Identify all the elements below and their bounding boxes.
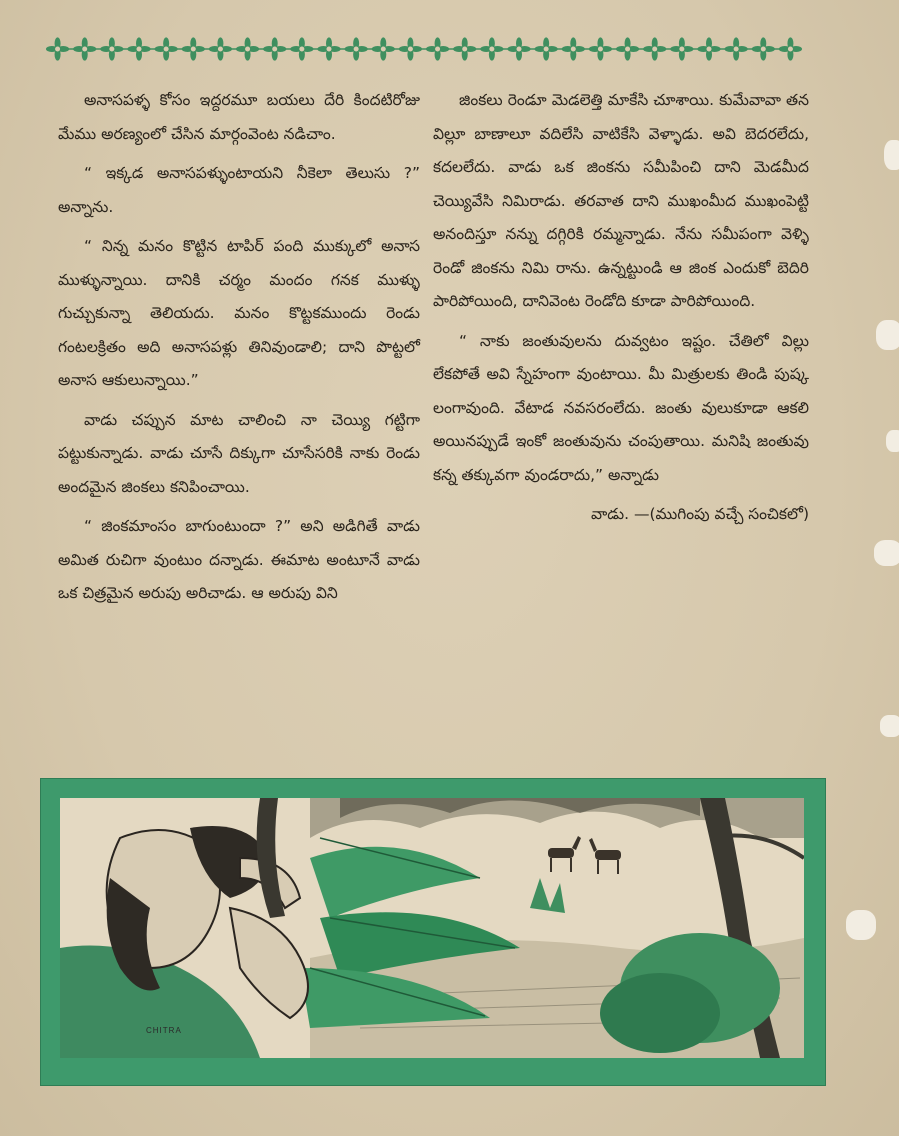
floral-border-ornament [44, 34, 804, 64]
border-motif-icon [127, 37, 158, 60]
border-motif-icon [236, 37, 267, 60]
border-motif-icon [73, 37, 104, 60]
paragraph: వాడు చప్పున మాట చాలించి నా చెయ్యి గట్టిగా పట్టుకున్నాడు. వాడు చూసే దిక్కుగా చూసేసరికి నాకు రెండు అందమైన జింకలు కనిపించాయి. [58, 410, 420, 496]
torn-edge [874, 540, 899, 566]
border-motif-icon [263, 37, 294, 60]
torn-edge [886, 430, 899, 452]
border-motif-icon [290, 37, 321, 60]
left-text-column [58, 84, 420, 617]
border-motif-icon [779, 37, 802, 60]
jungle-scene-illustration [60, 798, 804, 1058]
border-motif-icon [752, 37, 783, 60]
border-motif-icon [643, 37, 674, 60]
border-motif-icon [317, 37, 348, 60]
border-motif-icon [616, 37, 647, 60]
border-motif-icon [670, 37, 701, 60]
paragraph: జింకలు రెండూ మెడలెత్తి మాకేసి చూశాయి. కుమేవావా తన విల్లూ బాణాలూ వదిలేసి వాటికేసి వెళ్ళాడు. అవి బెదరలేదు, కదలలేదు. వాడు ఒక జింకను సమీపించి దాని మెడమీద చెయ్యివేసి నిమిరాడు. తరవాత దాని ముఖంమీద ముఖంపెట్టి అనందిస్తూ నన్ను దగ్గిరికి రమ్మన్నాడు. నేను సమీపంగా వెళ్ళి రెండో జింకను నిమి రాను. ఉన్నట్టుండి ఆ జింక ఎందుకో బెదిరి పారిపోయింది, దానివెంట రెండోది కూడా పారిపోయింది. [433, 91, 809, 310]
border-motif-icon [399, 37, 430, 60]
closing-line: వాడు. —(ముగింపు వచ్చే సంచికలో) [591, 505, 809, 523]
border-motif-icon [155, 37, 186, 60]
border-motif-icon [507, 37, 538, 60]
artist-signature: CHITRA [146, 1026, 182, 1035]
torn-edge [884, 140, 899, 170]
border-motif-icon [100, 37, 131, 60]
border-motif-icon [372, 37, 403, 60]
paragraph: “ నాకు జంతువులను దువ్వటం ఇష్టం. చేతిలో విల్లు లేకపోతే అవి స్నేహంగా వుంటాయి. మీ మిత్రులకు తిండి పుష్క లంగావుంది. వేటాడ నవసరంలేదు. జంతు వులుకూడా ఆకలి అయినప్పుడే ఇంకో జంతువును చంపుతాయి. మనిషి జంతువు కన్న తక్కువగా వుండరాదు,” అన్నాడు [433, 331, 809, 484]
torn-edge [876, 320, 899, 350]
border-motif-icon [697, 37, 728, 60]
border-motif-icon [725, 37, 756, 60]
border-motif-icon [426, 37, 457, 60]
border-motif-icon [562, 37, 593, 60]
paragraph: “ జింకమాంసం బాగుంటుందా ?” అని అడిగితే వాడు అమిత రుచిగా వుంటుం దన్నాడు. ఈమాట అంటూనే వాడు ఒక చిత్రమైన అరుపు అరిచాడు. ఆ అరుపు విని [58, 517, 420, 602]
border-motif-icon [182, 37, 213, 60]
border-motif-icon [453, 37, 484, 60]
right-text-column [433, 84, 809, 538]
border-motif-icon [345, 37, 376, 60]
paragraph: “ ఇక్కడ అనాసపళ్ళుంటాయని నీకెలా తెలుసు ?” అన్నాను. [58, 164, 420, 216]
border-motif-icon [535, 37, 566, 60]
torn-edge [880, 715, 899, 737]
border-motif-icon [480, 37, 511, 60]
border-motif-icon [209, 37, 240, 60]
paragraph: అనాసపళ్ళ కోసం ఇద్దరమూ బయలు దేరి కిందటిరోజు మేము అరణ్యంలో చేసిన మార్గంవెంట నడిచాం. [58, 91, 420, 143]
torn-edge [846, 910, 876, 940]
border-motif-icon [589, 37, 620, 60]
border-motif-icon [46, 37, 77, 60]
paragraph: “ నిన్న మనం కొట్టిన టాపిర్ పంది ముక్కులో అనాస ముళ్ళున్నాయి. దానికి చర్మం మందం గనక ముళ్ళు గుచ్చుకున్నా తెలియదు. మనం కొట్టకముందు రెండు గంటలక్రితం అది అనాసపళ్లు తినివుండాలి; దాని పొట్టలో అనాస ఆకులున్నాయి.” [58, 237, 420, 389]
illustration-frame [40, 778, 826, 1086]
